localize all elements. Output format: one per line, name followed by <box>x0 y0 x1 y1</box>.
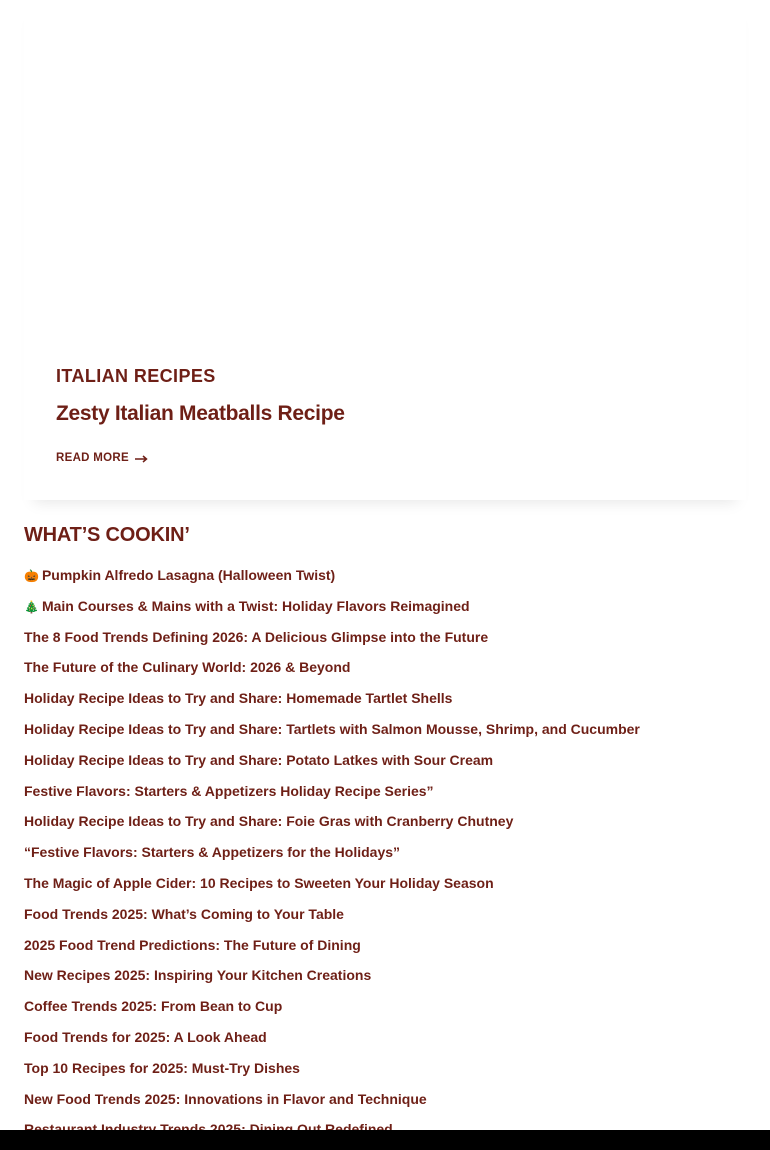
post-link[interactable] <box>24 783 434 799</box>
post-link[interactable] <box>24 598 470 614</box>
post-link-label: “Festive Flavors: Starters & Appetizers for the Holidays” <box>24 844 401 861</box>
list-item <box>24 686 640 717</box>
list-item <box>24 902 640 933</box>
post-link[interactable] <box>24 567 335 583</box>
post-link[interactable] <box>24 813 513 829</box>
post-link-label: Holiday Recipe Ideas to Try and Share: Foie Gras with Cranberry Chutney <box>24 813 514 830</box>
bottom-bar <box>0 1130 770 1150</box>
list-item <box>24 994 640 1025</box>
post-title[interactable]: Zesty Italian Meatballs Recipe <box>56 402 345 425</box>
featured-post-image[interactable] <box>24 0 746 340</box>
post-link[interactable] <box>24 659 350 675</box>
post-link-label: New Recipes 2025: Inspiring Your Kitchen Creations <box>24 967 372 984</box>
list-item <box>24 840 640 871</box>
post-link-label: Holiday Recipe Ideas to Try and Share: Potato Latkes with Sour Cream <box>24 751 494 768</box>
post-link-label: Main Courses & Mains with a Twist: Holiday Flavors Reimagined <box>41 597 470 614</box>
post-link-label: Festive Flavors: Starters & Appetizers Holiday Recipe Series” <box>24 782 434 799</box>
post-link-label: The Magic of Apple Cider: 10 Recipes to Sweeten Your Holiday Season <box>24 874 494 891</box>
post-link-label: Food Trends 2025: What’s Coming to Your Table <box>24 905 344 922</box>
recent-posts-list <box>24 563 640 1148</box>
post-link[interactable] <box>24 1060 300 1076</box>
post-link-label: 2025 Food Trend Predictions: The Future of Dining <box>24 936 361 953</box>
post-link[interactable] <box>24 1091 427 1107</box>
post-link-label: Food Trends for 2025: A Look Ahead <box>24 1028 267 1045</box>
post-link-label: New Food Trends 2025: Innovations in Flavor and Technique <box>24 1090 427 1107</box>
list-item <box>24 748 640 779</box>
post-link-label: Top 10 Recipes for 2025: Must-Try Dishes <box>24 1059 300 1076</box>
list-item <box>24 594 640 625</box>
post-link[interactable] <box>24 906 344 922</box>
post-link[interactable] <box>24 721 640 737</box>
list-item <box>24 563 640 594</box>
list-item <box>24 1087 640 1118</box>
list-item <box>24 625 640 656</box>
list-item <box>24 933 640 964</box>
list-item <box>24 871 640 902</box>
read-more-label: READ MORE <box>56 452 129 464</box>
list-item <box>24 779 640 810</box>
list-item <box>24 717 640 748</box>
list-item <box>24 1056 640 1087</box>
christmas-tree-icon: 🎄 <box>24 599 39 614</box>
post-link[interactable] <box>24 752 493 768</box>
post-link-label: The 8 Food Trends Defining 2026: A Delicious Glimpse into the Future <box>24 628 489 645</box>
post-link[interactable] <box>24 629 488 645</box>
post-link[interactable] <box>24 1029 267 1045</box>
post-link[interactable] <box>24 998 282 1014</box>
post-link-label: Holiday Recipe Ideas to Try and Share: Tartlets with Salmon Mousse, Shrimp, and Cucumber <box>24 720 640 737</box>
post-link-label: Coffee Trends 2025: From Bean to Cup <box>24 998 283 1015</box>
pumpkin-icon: 🎃 <box>24 569 39 583</box>
category-link[interactable]: ITALIAN RECIPES <box>56 366 216 386</box>
post-link[interactable] <box>24 875 494 891</box>
post-link[interactable] <box>24 690 452 706</box>
post-link[interactable] <box>24 937 361 953</box>
list-item <box>24 1025 640 1056</box>
arrow-right-icon <box>135 454 148 462</box>
post-link-label: Holiday Recipe Ideas to Try and Share: Homemade Tartlet Shells <box>24 690 453 707</box>
list-item <box>24 809 640 840</box>
list-item <box>24 655 640 686</box>
post-link-label: The Future of the Culinary World: 2026 & Beyond <box>24 659 351 676</box>
read-more-link[interactable] <box>56 452 148 464</box>
sidebar-title: WHAT’S COOKIN’ <box>24 524 190 546</box>
list-item <box>24 963 640 994</box>
post-link-label: Pumpkin Alfredo Lasagna (Halloween Twist) <box>41 567 336 583</box>
featured-post-card <box>24 0 746 500</box>
post-link[interactable] <box>24 967 371 983</box>
post-link[interactable] <box>24 844 400 860</box>
